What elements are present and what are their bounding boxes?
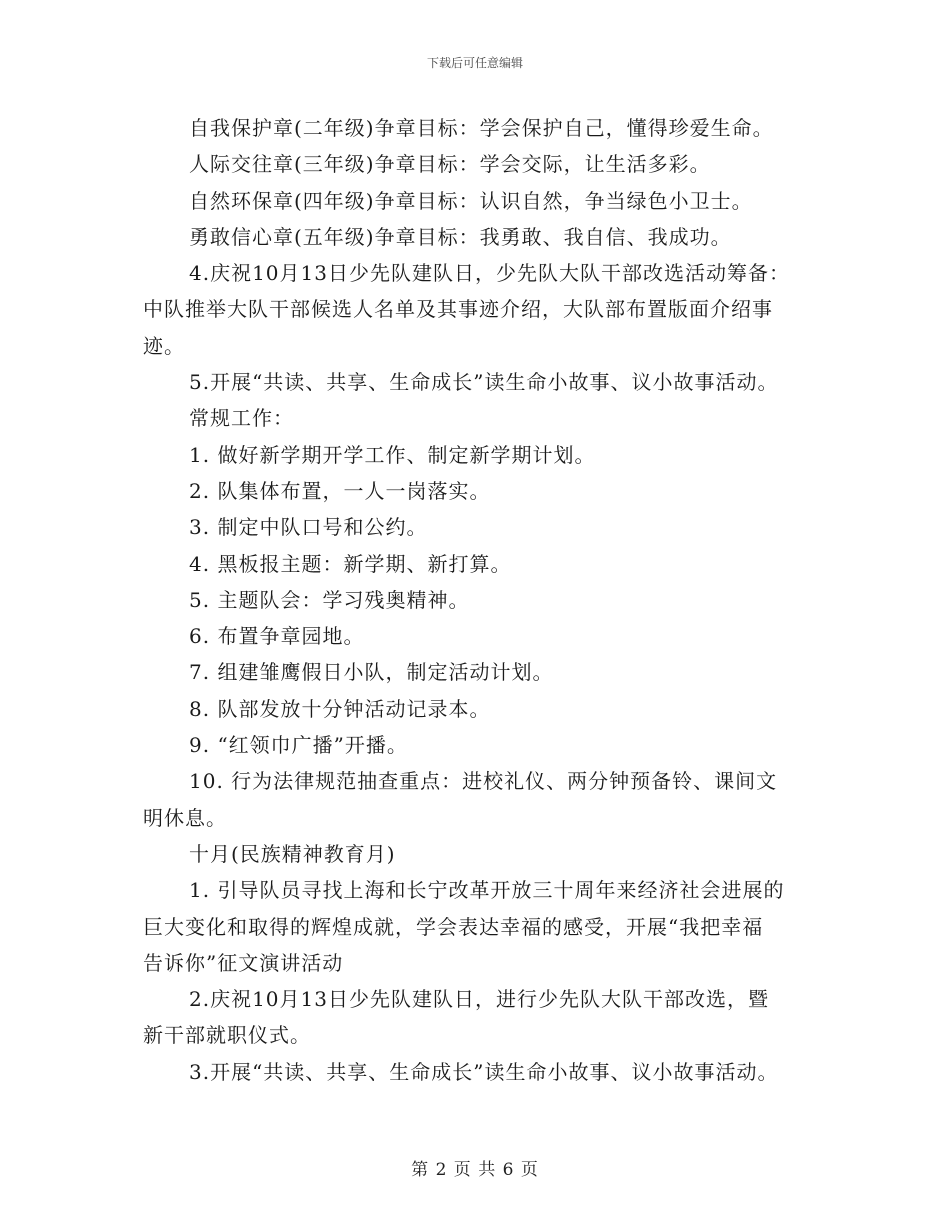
text-line: 6. 布置争章园地。 [189, 624, 365, 649]
document-body [143, 110, 823, 1090]
text-line: 明休息。 [143, 805, 227, 830]
text-line: 7. 组建雏鹰假日小队，制定活动计划。 [189, 660, 554, 685]
text-line: 自然环保章(四年级)争章目标：认识自然，争当绿色小卫士。 [189, 188, 753, 213]
text-line: 4.庆祝10月13日少先队建队日，少先队大队干部改选活动筹备： [189, 261, 790, 286]
text-line: 自我保护章(二年级)争章目标：学会保护自己，懂得珍爱生命。 [189, 116, 774, 140]
text-line: 9. “红领巾广播”开播。 [189, 733, 408, 758]
text-line: 常规工作： [189, 406, 294, 431]
text-line: 3. 制定中队口号和公约。 [189, 515, 428, 540]
text-line: 1. 引导队员寻找上海和长宁改革开放三十周年来经济社会进展的 [189, 878, 785, 903]
text-line: 新干部就职仪式。 [143, 1023, 311, 1048]
text-line: 4. 黑板报主题：新学期、新打算。 [189, 551, 512, 576]
text-line: 人际交往章(三年级)争章目标：学会交际，让生活多彩。 [189, 152, 711, 177]
text-line: 迹。 [143, 333, 185, 358]
text-line: 3.开展“共读、共享、生命成长”读生命小故事、议小故事活动。 [189, 1059, 779, 1084]
text-line: 勇敢信心章(五年级)争章目标：我勇敢、我自信、我成功。 [189, 224, 732, 249]
text-line: 告诉你”征文演讲活动 [143, 950, 344, 975]
page-footer: 第 2 页 共 6 页 [411, 1160, 539, 1180]
text-line: 8. 队部发放十分钟活动记录本。 [189, 696, 491, 721]
text-line: 5. 主题队会：学习残奥精神。 [189, 587, 470, 612]
text-line: 2.庆祝10月13日少先队建队日，进行少先队大队干部改选，暨 [189, 987, 769, 1012]
page-header: 下载后可任意编辑 [426, 56, 523, 70]
text-line: 中队推举大队干部候选人名单及其事迹介绍，大队部布置版面介绍事 [143, 297, 773, 322]
text-line: 十月(民族精神教育月) [189, 841, 396, 866]
text-line: 1. 做好新学期开学工作、制定新学期计划。 [189, 442, 596, 467]
text-line: 5.开展“共读、共享、生命成长”读生命小故事、议小故事活动。 [189, 370, 779, 395]
text-line: 10. 行为法律规范抽查重点：进校礼仪、两分钟预备铃、课间文 [189, 769, 778, 794]
text-line: 巨大变化和取得的辉煌成就，学会表达幸福的感受，开展“我把幸福 [143, 914, 764, 939]
text-line: 2. 队集体布置，一人一岗落实。 [189, 478, 491, 503]
